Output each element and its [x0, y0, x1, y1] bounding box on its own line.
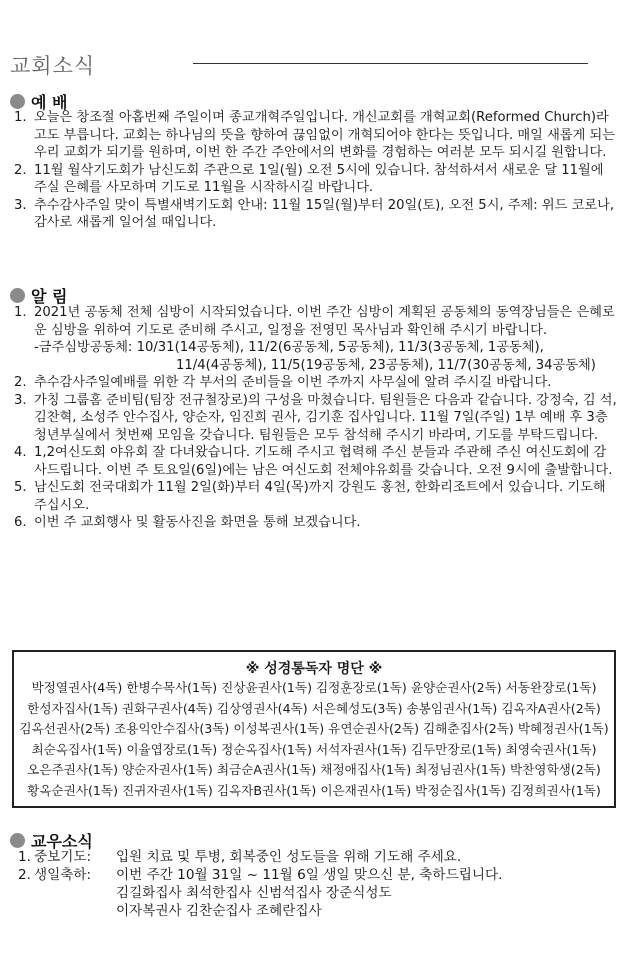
item-number: 2. [18, 867, 31, 883]
notice-section-title: 알 림 [31, 287, 68, 306]
circle-bullet-icon [10, 833, 25, 848]
prayer-row [18, 848, 618, 866]
item-text: 2021년 공동체 전체 심방이 시작되었습니다. 이번 주간 심방이 계획된 공동체의 동역장님들은 은혜로운 심방을 위하여 기도로 준비해 주시고, 일정을 전영민 목사님과 확인해 주시기 바랍니다. [34, 305, 615, 338]
item-text: 추수감사주일예배를 위한 각 부서의 준비들을 이번 주까지 사무실에 알려 주시길 바랍니다. [34, 375, 552, 390]
circle-bullet-icon [10, 288, 25, 303]
bible-reader-line: 오은주권사(1독) 양순자권사(1독) 최금순A권사(1독) 채정애집사(1독) 최정님권사(1독) 박찬영학생(2독) [27, 762, 601, 777]
item-number: 1. [14, 110, 27, 125]
notice-item-5 [14, 479, 619, 514]
bible-reader-line: 박정열권사(4독) 한병수목사(1독) 진상윤권사(1독) 김정훈장로(1독) 윤양순권사(2독) 서동완장로(1독) [31, 680, 597, 695]
item-number: 1. [14, 305, 27, 320]
item-number: 6. [14, 515, 27, 530]
worship-item-2 [14, 162, 619, 197]
notice-item-2 [14, 374, 619, 392]
visit-schedule-line-1: -금주심방공동체: 10/31(14공동체), 11/2(6공동체, 5공동체), 11/3(3공동체, 1공동체), [34, 340, 544, 355]
birthday-names-line-2: 이자복권사 김찬순집사 조혜란집사 [116, 903, 322, 919]
notice-item-1 [14, 304, 619, 374]
worship-item-3 [14, 197, 619, 232]
item-number: 2. [14, 375, 27, 390]
item-text: 가칭 그룹홈 준비팀(팀장 전규철장로)의 구성을 마쳤습니다. 팀원들은 다음과 같습니다. 강정숙, 김 석, 김찬혁, 소성주 안수집사, 양순자, 임진희 권사, 김기훈 집사입니다. 11월 7일(주일) 1부 예배 후 3층 청년부실에서 첫번째 모임을 갖습니다. 팀원들은 모두 참석해 주시기 바라며, 기도를 부탁드립니다. [34, 392, 617, 443]
bible-reader-line: 한성자집사(1독) 권화구권사(4독) 김상영권사(4독) 서은혜성도(3독) 송봉임권사(1독) 김옥자A권사(2독) [27, 700, 601, 716]
bible-reader-line: 김옥선권사(2독) 조용익안수집사(3독) 이성복권사(1독) 유연순권사(2독) 김해춘집사(2독) 박혜정권사(1독) [19, 721, 609, 736]
bible-reader-box [12, 650, 616, 808]
notice-list [14, 304, 619, 532]
prayer-text: 입원 치료 및 투병, 회복중인 성도들을 위해 기도해 주세요. [116, 849, 462, 865]
prayer-label: 중보기도: [34, 849, 92, 865]
bible-reader-title: ※ 성경통독자 명단 ※ [245, 661, 383, 677]
item-number: 3. [14, 197, 27, 213]
item-number: 2. [14, 162, 27, 178]
item-text-block [34, 304, 619, 374]
birthday-row [18, 866, 618, 884]
item-text: 오늘은 창조절 아홉번째 주일이며 종교개혁주일입니다. 개신교회를 개혁교회(Reformed Church)라고도 부릅니다. 교회는 하나님의 뜻을 향하여 끊임없이 개혁되어야 한다는 뜻입니다. 매일 새롭게 되는 우리 교회가 되기를 원하며, 이번 한 주간 주안에서의 변화를 경험하는 여러분 모두 되시길 원합니다. [34, 110, 615, 160]
visit-schedule-line-2: 11/4(4공동체), 11/5(19공동체, 23공동체), 11/7(30공동체, 34공동체) [176, 357, 596, 373]
item-number: 5. [14, 480, 27, 495]
item-number: 3. [14, 392, 27, 408]
bible-reader-line: 최순옥집사(1독) 이율엽장로(1독) 정순옥집사(1독) 서석자권사(1독) 김두만장로(1독) 최영숙권사(1독) [31, 741, 597, 757]
birthday-label: 생일축하: [34, 867, 92, 883]
worship-list [14, 109, 619, 232]
item-text: 남신도회 전국대회가 11월 2일(화)부터 4일(목)까지 강원도 홍천, 한화리조트에서 있습니다. 기도해 주십시오. [34, 480, 606, 513]
item-text: 추수감사주일 맞이 특별새벽기도회 안내: 11월 15일(월)부터 20일(토), 오전 5시, 주제: 위드 코로나, 감사로 새롭게 일어설 때입니다. [34, 197, 615, 230]
birthday-names-line-1: 김길화집사 최석한집사 신범석집사 장준식성도 [116, 885, 392, 901]
circle-bullet-icon [10, 94, 25, 109]
notice-item-4 [14, 444, 619, 479]
bible-reader-line: 황옥순권사(1독) 진귀자권사(1독) 김옥자B권사(1독) 이은재권사(1독) 박정순집사(1독) 김정희권사(1독) [27, 782, 601, 798]
page-header [10, 50, 620, 82]
item-text: 11월 월삭기도회가 남신도회 주관으로 1일(월) 오전 5시에 있습니다. 참석하셔서 새로운 달 11월에 주실 은혜를 사모하며 기도로 11월을 시작하시길 바랍니다. [34, 162, 604, 195]
members-news [18, 848, 618, 920]
birthday-text: 이번 주간 10월 31일 ~ 11월 6일 생일 맞으신 분, 축하드립니다. [116, 867, 503, 883]
item-text: 이번 주 교회행사 및 활동사진을 화면을 통해 보겠습니다. [34, 515, 361, 530]
item-text: 1,2여신도회 야유회 잘 다녀왔습니다. 기도해 주시고 협력해 주신 분들과 주관해 주신 여신도회에 감사드립니다. 이번 주 토요일(6일)에는 남은 여신도회 전체야유회를 갖습니다. 오전 9시에 출발합니다. [34, 445, 613, 478]
page-title: 교회소식 [10, 54, 96, 78]
members-section-title: 교우소식 [31, 832, 93, 851]
item-number: 1. [18, 849, 31, 865]
notice-item-3 [14, 392, 619, 445]
worship-section-title: 예 배 [31, 93, 68, 112]
item-number: 4. [14, 445, 27, 460]
notice-item-6 [14, 514, 619, 532]
header-divider [193, 63, 588, 64]
worship-item-1 [14, 109, 619, 162]
